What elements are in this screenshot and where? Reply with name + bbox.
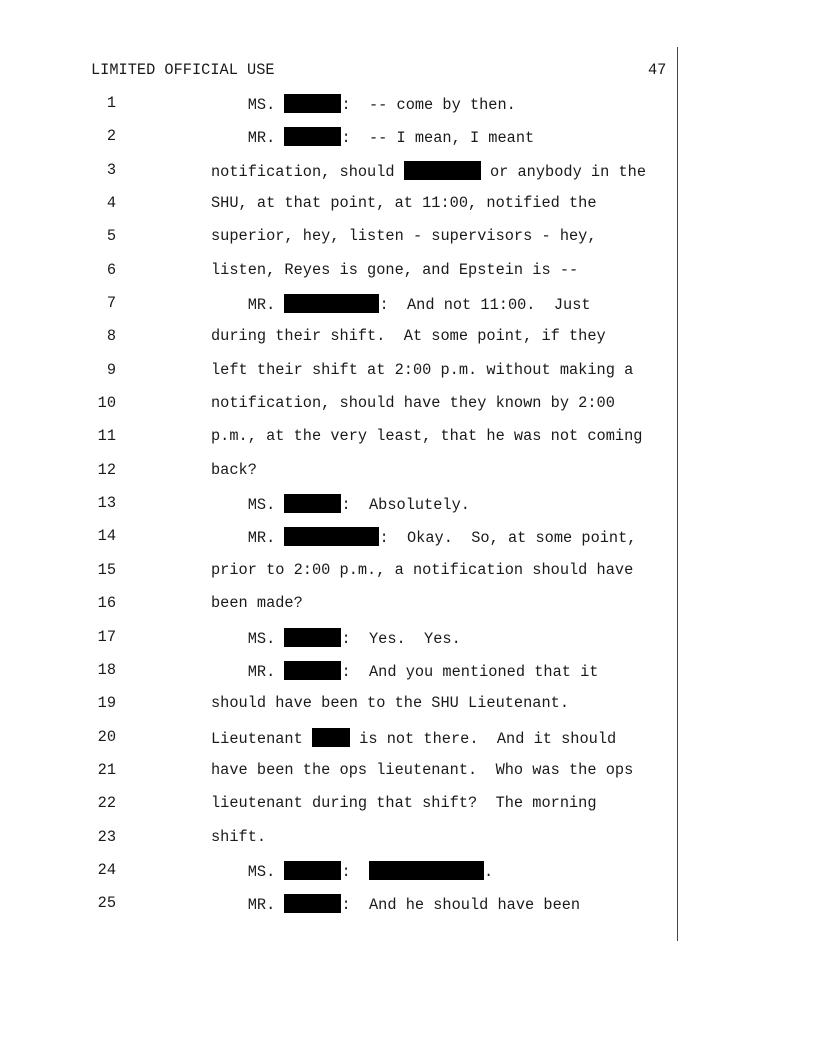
line-text-segment: MS. xyxy=(211,862,285,881)
line-text-segment: back? xyxy=(211,460,257,479)
line-text-segment: MS. xyxy=(211,496,285,515)
line-text xyxy=(211,194,597,212)
line-number: 15 xyxy=(97,560,116,579)
line-text-segment: MR. xyxy=(211,296,285,315)
transcript-line xyxy=(0,494,676,527)
transcript-line xyxy=(0,194,676,227)
transcript-line xyxy=(0,261,676,294)
transcript-line xyxy=(0,427,676,460)
line-text xyxy=(211,227,597,245)
transcript-line xyxy=(0,161,676,194)
line-text-segment: prior to 2:00 p.m., a notification should have xyxy=(211,560,634,579)
line-text-segment: superior, hey, listen - supervisors - hey, xyxy=(211,227,597,246)
line-text xyxy=(211,261,578,279)
line-text-segment: : xyxy=(341,862,369,881)
line-text-segment: or anybody in the xyxy=(480,162,647,181)
transcript-line xyxy=(0,761,676,794)
line-text-segment: during their shift. At some point, if they xyxy=(211,327,606,346)
transcript-line xyxy=(0,828,676,861)
line-text-segment: MR. xyxy=(211,529,285,548)
line-text-segment: is not there. And it should xyxy=(349,729,617,748)
line-text-segment: : Okay. So, at some point, xyxy=(379,529,637,548)
line-number: 17 xyxy=(97,627,116,646)
redaction-box xyxy=(284,861,341,880)
line-text xyxy=(211,828,266,846)
line-number: 22 xyxy=(97,794,116,813)
line-text-segment: : Absolutely. xyxy=(341,496,470,515)
line-text-segment: . xyxy=(483,862,494,881)
line-text xyxy=(211,861,493,881)
line-text-segment: should have been to the SHU Lieutenant. xyxy=(211,694,570,713)
redaction-box xyxy=(284,294,379,313)
line-text xyxy=(211,628,461,648)
redaction-box xyxy=(284,127,341,146)
line-text-segment: : And he should have been xyxy=(341,896,581,915)
line-number: 14 xyxy=(97,527,116,546)
line-text-segment: listen, Reyes is gone, and Epstein is -- xyxy=(211,260,579,279)
line-text xyxy=(211,327,606,345)
line-text xyxy=(211,127,534,147)
line-text xyxy=(211,527,636,547)
redaction-box xyxy=(312,728,350,747)
line-number: 18 xyxy=(97,660,116,679)
line-number: 19 xyxy=(97,694,116,713)
redaction-box xyxy=(284,894,341,913)
line-number: 24 xyxy=(97,860,116,879)
line-text-segment: MR. xyxy=(211,662,285,681)
redaction-box xyxy=(284,628,341,647)
redaction-box xyxy=(404,161,481,180)
line-text-segment: : And you mentioned that it xyxy=(341,662,599,681)
line-number: 7 xyxy=(106,294,116,313)
line-number: 11 xyxy=(97,427,116,446)
line-number: 20 xyxy=(97,727,116,746)
transcript-line xyxy=(0,361,676,394)
line-text-segment: left their shift at 2:00 p.m. without making a xyxy=(211,360,634,379)
line-number: 10 xyxy=(97,394,116,413)
transcript-line xyxy=(0,728,676,761)
line-text xyxy=(211,761,633,779)
transcript-line xyxy=(0,661,676,694)
line-text xyxy=(211,594,303,612)
transcript-line xyxy=(0,861,676,894)
line-text-segment: been made? xyxy=(211,594,303,613)
line-text-segment: : -- I mean, I meant xyxy=(341,129,535,148)
transcript-body xyxy=(0,94,676,928)
line-text xyxy=(211,794,597,812)
transcript-line xyxy=(0,394,676,427)
line-text xyxy=(211,694,569,712)
classification-header: LIMITED OFFICIAL USE xyxy=(91,61,275,79)
line-text xyxy=(211,561,633,579)
line-text xyxy=(211,461,257,479)
line-text-segment: notification, should have they known by 2:00 xyxy=(211,394,615,413)
line-number: 2 xyxy=(106,127,116,146)
transcript-line xyxy=(0,227,676,260)
line-text-segment: MS. xyxy=(211,629,285,648)
transcript-line xyxy=(0,794,676,827)
transcript-line xyxy=(0,294,676,327)
line-text-segment: : Yes. Yes. xyxy=(341,629,461,648)
transcript-line xyxy=(0,94,676,127)
line-text xyxy=(211,494,470,514)
transcript-line xyxy=(0,561,676,594)
line-text-segment: MR. xyxy=(211,129,285,148)
line-text xyxy=(211,161,646,181)
transcript-line xyxy=(0,461,676,494)
line-text xyxy=(211,294,591,314)
line-number: 13 xyxy=(97,494,116,513)
transcript-line xyxy=(0,694,676,727)
line-text-segment: notification, should xyxy=(211,162,404,181)
transcript-line xyxy=(0,527,676,560)
line-text-segment: : And not 11:00. Just xyxy=(379,296,591,315)
line-text xyxy=(211,661,598,681)
line-text-segment: have been the ops lieutenant. Who was the ops xyxy=(211,760,634,779)
redaction-box xyxy=(284,527,379,546)
line-text-segment: shift. xyxy=(211,827,267,846)
line-number: 4 xyxy=(106,194,116,213)
line-text xyxy=(211,894,580,914)
line-text-segment: MR. xyxy=(211,896,285,915)
line-number: 8 xyxy=(106,327,116,346)
transcript-line xyxy=(0,327,676,360)
line-text xyxy=(211,427,642,445)
line-number: 12 xyxy=(97,460,116,479)
transcript-line xyxy=(0,127,676,160)
line-number: 21 xyxy=(97,760,116,779)
line-text-segment: MS. xyxy=(211,96,285,114)
page-number: 47 xyxy=(648,61,667,79)
line-number: 1 xyxy=(106,94,116,112)
line-number: 6 xyxy=(106,260,116,279)
line-text-segment: lieutenant during that shift? The morning xyxy=(211,794,597,813)
transcript-line xyxy=(0,594,676,627)
transcript-line xyxy=(0,894,676,927)
line-number: 3 xyxy=(106,160,116,179)
redaction-box xyxy=(369,861,484,880)
line-number: 25 xyxy=(97,894,116,913)
line-number: 9 xyxy=(106,360,116,379)
redaction-box xyxy=(284,494,341,513)
line-text-segment: : -- come by then. xyxy=(341,96,516,114)
line-text-segment: Lieutenant xyxy=(211,729,312,748)
line-text-segment: p.m., at the very least, that he was not coming xyxy=(211,427,643,446)
line-number: 5 xyxy=(106,227,116,246)
line-number: 16 xyxy=(97,594,116,613)
line-text xyxy=(211,394,615,412)
redaction-box xyxy=(284,661,341,680)
redaction-box xyxy=(284,94,341,113)
line-text xyxy=(211,728,616,748)
line-text xyxy=(211,94,516,114)
line-text-segment: SHU, at that point, at 11:00, notified the xyxy=(211,194,597,213)
right-margin-rule xyxy=(677,47,678,941)
transcript-line xyxy=(0,628,676,661)
line-text xyxy=(211,361,633,379)
line-number: 23 xyxy=(97,827,116,846)
